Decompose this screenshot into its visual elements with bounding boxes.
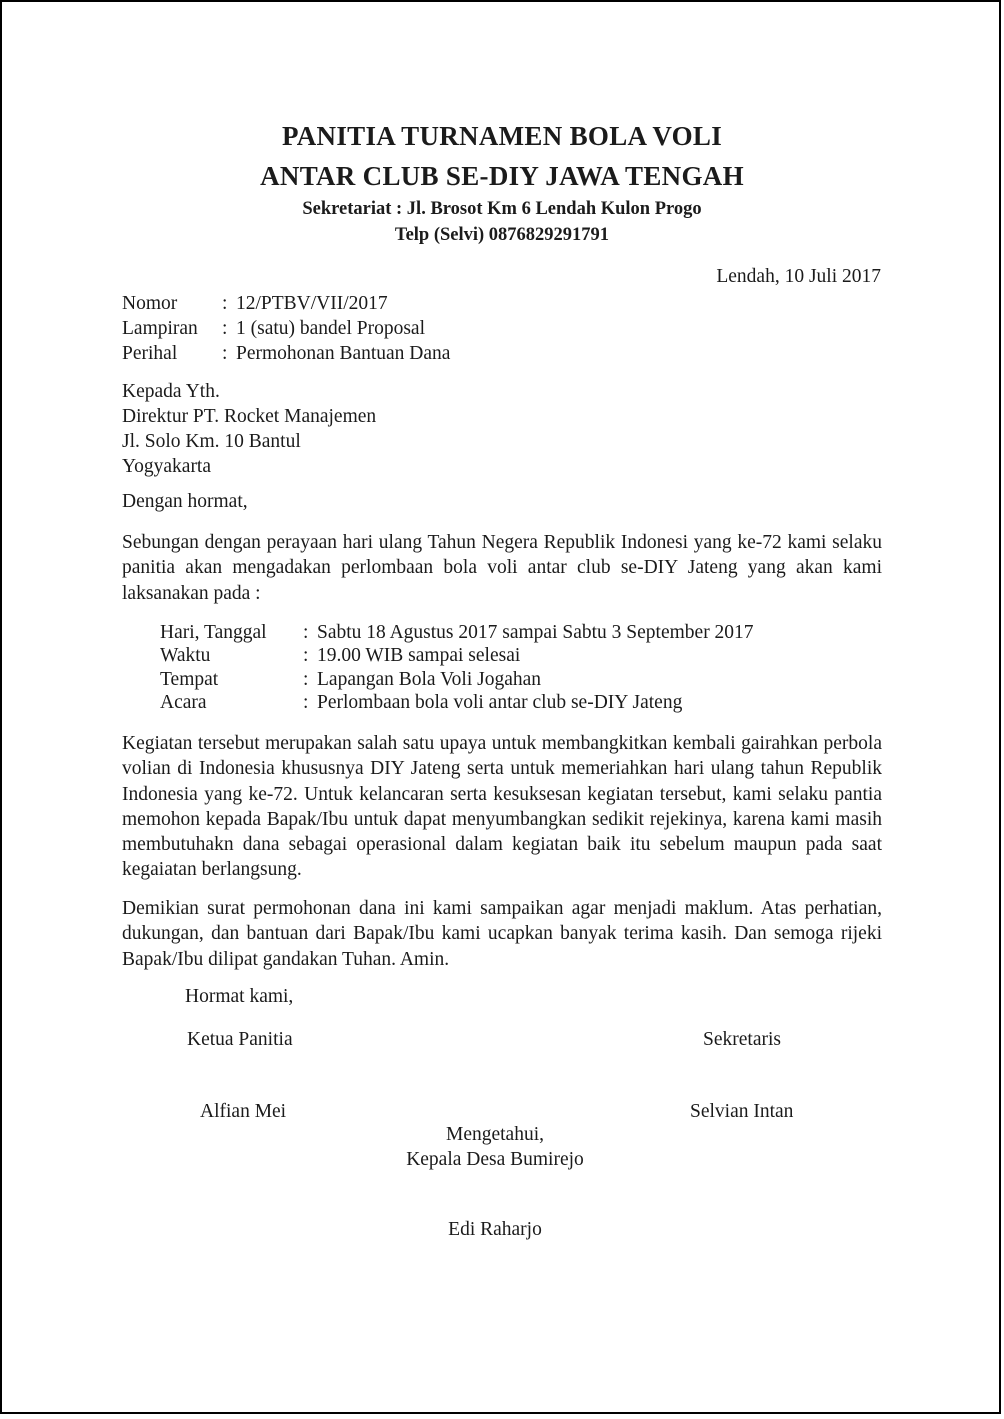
recipient-line: Kepada Yth.: [122, 381, 220, 402]
recipient-line: Direktur PT. Rocket Manajemen: [122, 406, 377, 427]
acknowledgement-name: Edi Raharjo: [448, 1219, 542, 1240]
body-paragraph-3: Demikian surat permohonan dana ini kami sampaikan agar menjadi maklum. Atas perhatian, dukungan, dan bantuan dari Bapak/Ibu kami ucapkan banyak terima kasih. Dan semoga rijeki Bapak/Ibu dilipat gandakan Tuhan. Amin.: [122, 898, 882, 970]
detail-row-tempat: [160, 668, 754, 691]
opening-salutation: Dengan hormat,: [122, 491, 248, 512]
letterhead-secretariat: Sekretariat : Jl. Brosot Km 6 Lendah Kulon Progo: [302, 199, 702, 219]
signature-role-secretary: Sekretaris: [703, 1029, 781, 1050]
letterhead-title-line2: ANTAR CLUB SE-DIY JAWA TENGAH: [260, 161, 744, 191]
detail-row-waktu: [160, 644, 754, 667]
meta-label: Lampiran: [122, 318, 198, 339]
colon-separator: :: [222, 293, 228, 314]
acknowledgement-line: Kepala Desa Bumirejo: [406, 1148, 584, 1170]
meta-value: 12/PTBV/VII/2017: [236, 293, 388, 314]
colon-separator: :: [303, 668, 309, 690]
letterhead-phone: Telp (Selvi) 0876829291791: [394, 225, 610, 245]
letterhead-title-line1: PANITIA TURNAMEN BOLA VOLI: [281, 121, 723, 151]
meta-row-perihal: [122, 341, 450, 366]
detail-value: Lapangan Bola Voli Jogahan: [317, 668, 542, 690]
detail-value: 19.00 WIB sampai selesai: [317, 645, 521, 667]
meta-label: Nomor: [122, 293, 178, 314]
recipient-line: Jl. Solo Km. 10 Bantul: [122, 431, 301, 452]
colon-separator: :: [222, 343, 228, 364]
signature-name-secretary: Selvian Intan: [690, 1101, 794, 1122]
detail-row-hari-tanggal: [160, 621, 754, 644]
recipient-line: Yogyakarta: [122, 456, 212, 477]
colon-separator: :: [303, 622, 309, 643]
detail-value: Perlombaan bola voli antar club se-DIY Jateng: [317, 691, 683, 713]
signature-name-chairman: Alfian Mei: [200, 1101, 287, 1122]
meta-row-nomor: [122, 291, 450, 316]
meta-label: Perihal: [122, 343, 178, 364]
signature-role-chairman: Ketua Panitia: [187, 1029, 293, 1050]
colon-separator: :: [222, 318, 228, 339]
meta-row-lampiran: [122, 316, 450, 341]
detail-label: Tempat: [160, 668, 219, 690]
colon-separator: :: [303, 645, 309, 667]
body-paragraph-1: Sebungan dengan perayaan hari ulang Tahun Negera Republik Indonesi yang ke-72 kami selaku panitia akan mengadakan perlombaan bola voli antar club se-DIY Jateng yang akan kami laksanakan pada :: [122, 532, 882, 604]
closing-salutation: Hormat kami,: [185, 986, 294, 1007]
letterhead: [0, 116, 1004, 248]
detail-row-acara: [160, 691, 754, 714]
body-paragraph-2: Kegiatan tersebut merupakan salah satu upaya untuk membangkitkan kembali gairahkan perbola volian di Indonesia khususnya DIY Jateng serta untuk memeriahkan hari ulang tahun Republik Indonesia yang ke-72. Untuk kelancaran serta kesuksesan kegiatan tersebut, kami selaku pantia memohon kepada Bapak/Ibu untuk dapat menyumbangkan sedikit rejekinya, karena kami masih membutuhakn dana sebagai operasional dalam kegiatan baik itu sebelum maupun pada saat kegaiatan berlangsung.: [122, 733, 882, 881]
event-details: [160, 621, 754, 714]
acknowledgement-block: [345, 1123, 645, 1172]
detail-label: Hari, Tanggal: [160, 622, 267, 643]
meta-value: 1 (satu) bandel Proposal: [236, 318, 426, 339]
detail-value: Sabtu 18 Agustus 2017 sampai Sabtu 3 September 2017: [317, 622, 754, 643]
meta-value: Permohonan Bantuan Dana: [236, 343, 451, 364]
date-line: Lendah, 10 Juli 2017: [716, 266, 881, 287]
detail-label: Acara: [160, 691, 207, 713]
acknowledgement-line: Mengetahui,: [445, 1124, 544, 1145]
colon-separator: :: [303, 691, 309, 713]
letter-meta: [122, 291, 450, 366]
detail-label: Waktu: [160, 645, 211, 667]
recipient-block: [122, 379, 376, 479]
